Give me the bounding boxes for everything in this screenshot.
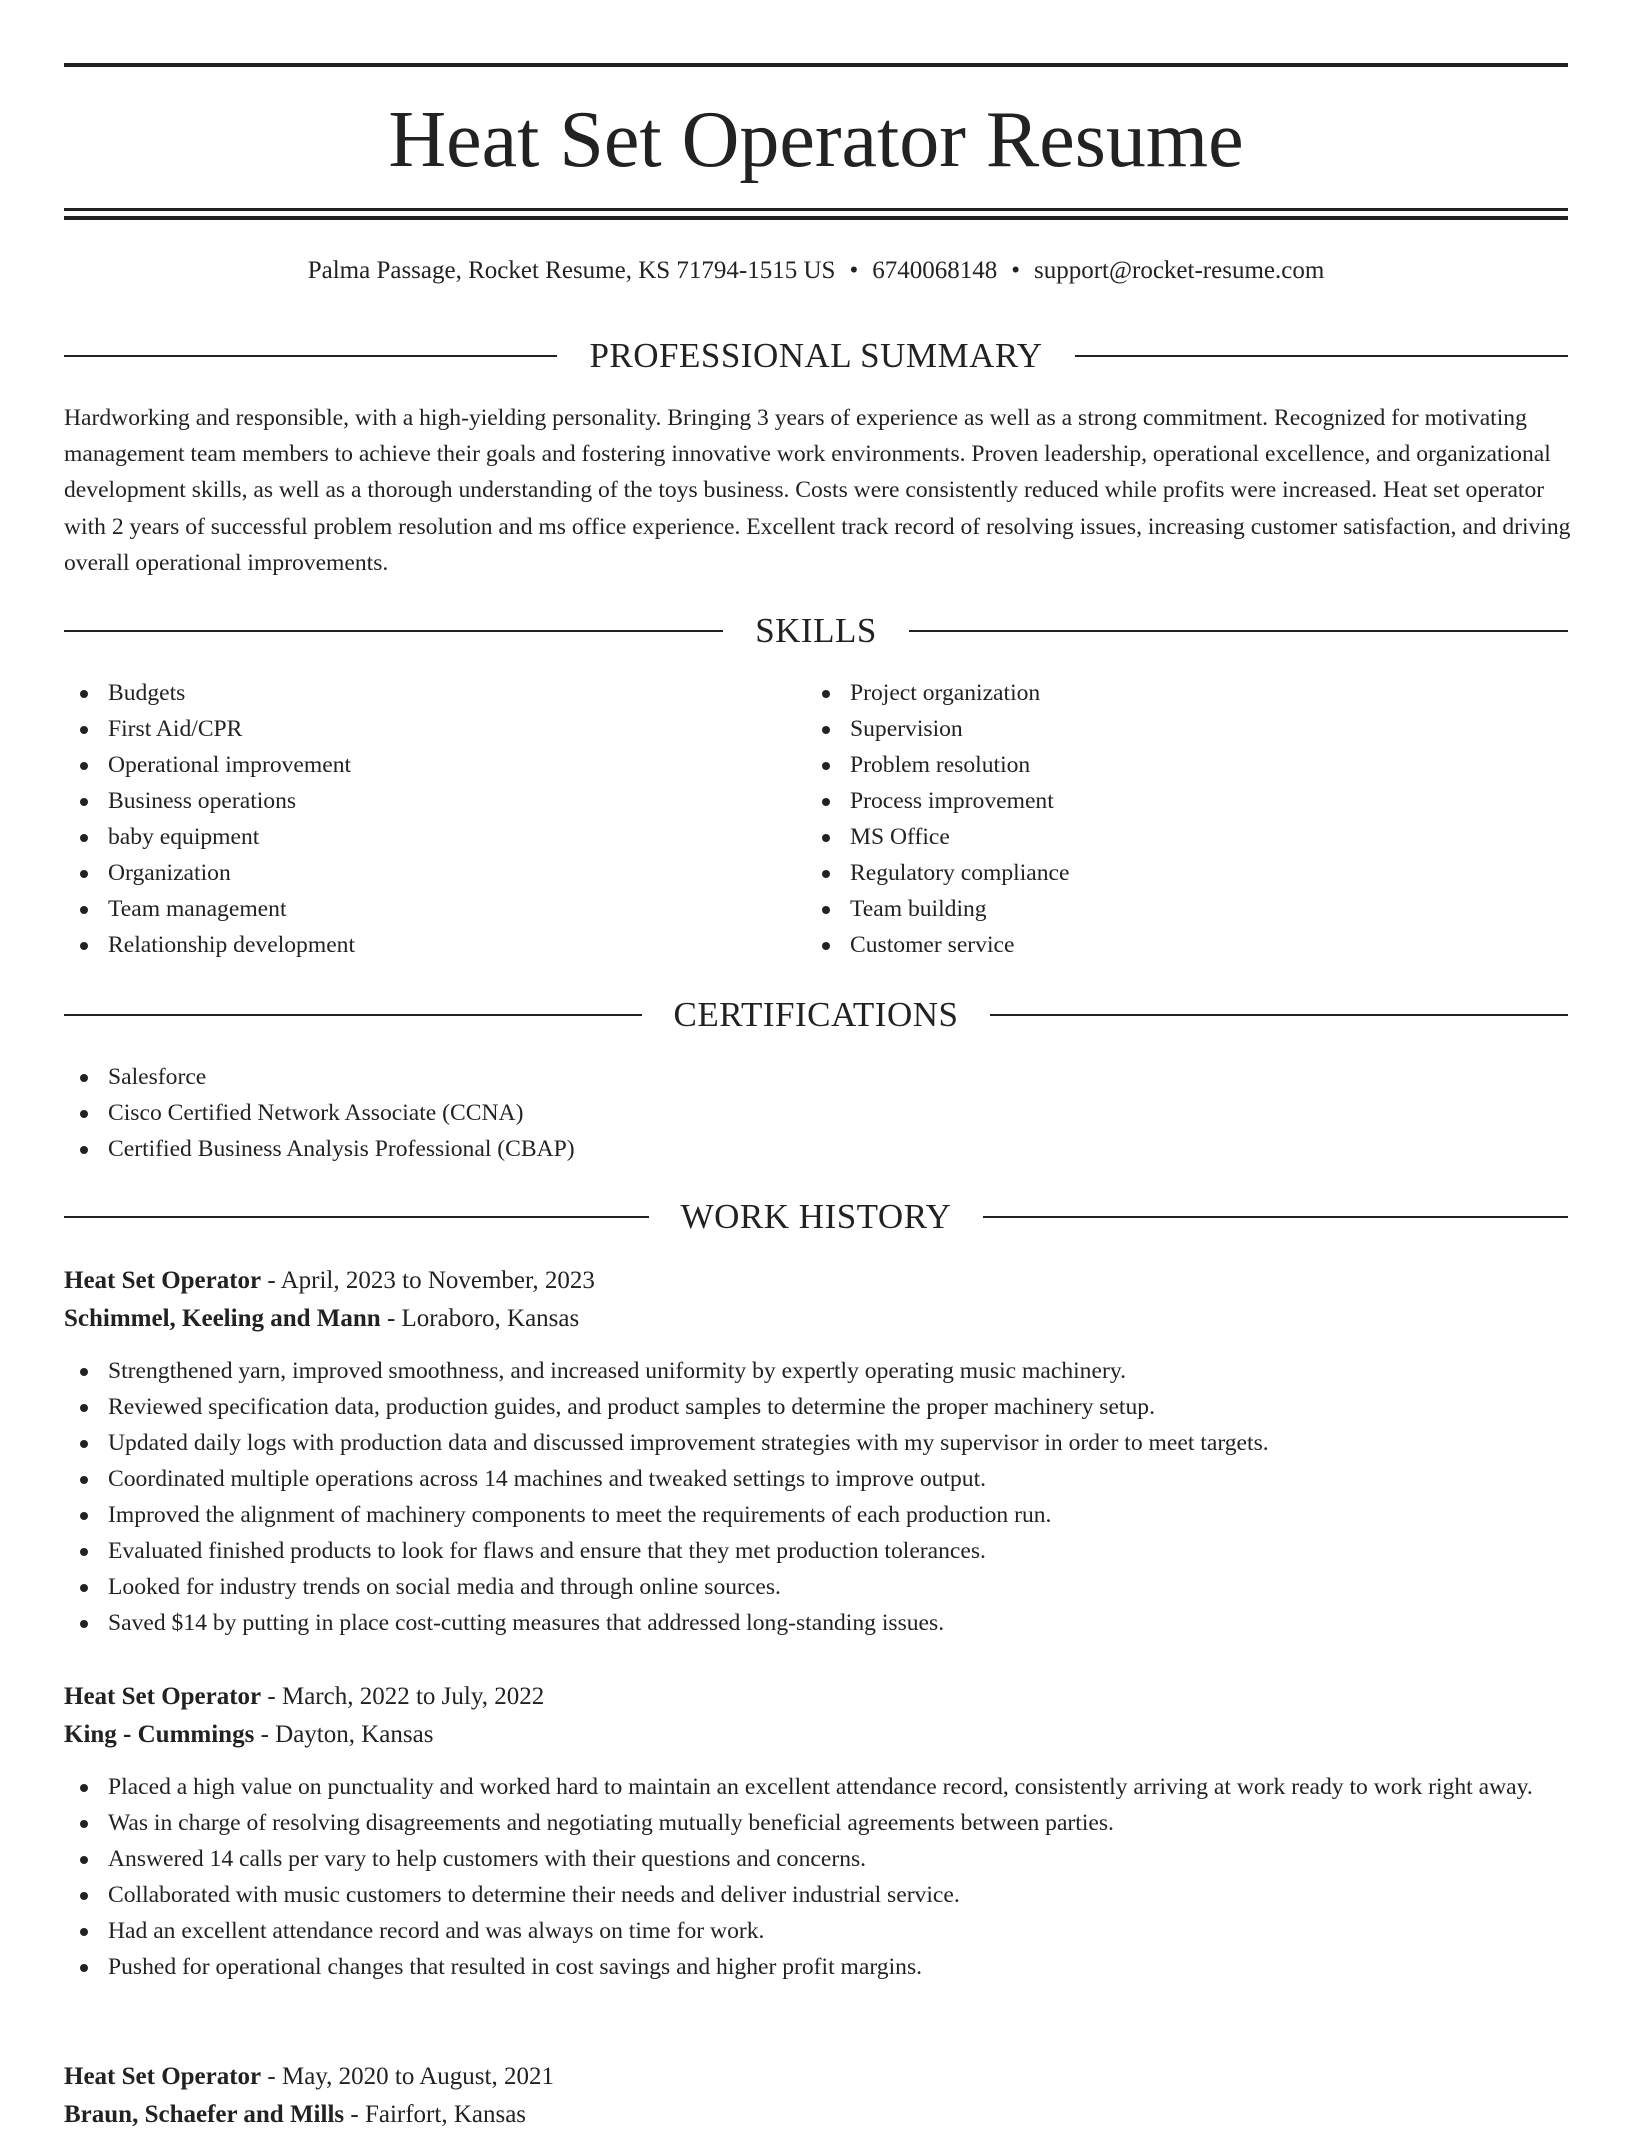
job-company: King - Cummings <box>64 1721 255 1748</box>
job-duty-item: Pushed for operational changes that resulted in cost savings and higher profit margins. <box>64 1949 1568 1985</box>
contact-email: support@rocket-resume.com <box>1033 257 1325 284</box>
section-title-skills: SKILLS <box>755 611 877 650</box>
job-company-line <box>64 1300 1568 1338</box>
skill-item: Project organization <box>806 675 1506 711</box>
job-duty-item: Had an excellent attendance record and was always on time for work. <box>64 1913 1568 1949</box>
skills-list-right <box>806 675 1506 963</box>
skill-item: Supervision <box>806 711 1506 747</box>
section-title-certifications: CERTIFICATIONS <box>673 995 959 1034</box>
job-dates: - March, 2022 to July, 2022 <box>261 1683 545 1710</box>
job-dates: - May, 2020 to August, 2021 <box>261 2063 554 2090</box>
job-duty-item: Evaluated finished products to look for flaws and ensure that they met production tolerances. <box>64 1533 1568 1569</box>
skill-item: Business operations <box>64 783 764 819</box>
divider-line <box>64 1216 649 1218</box>
job-title: Heat Set Operator <box>64 2063 262 2090</box>
job-duty-item: Strengthened yarn, improved smoothness, and increased uniformity by expertly operating music machinery. <box>64 1353 1568 1389</box>
job-duties-list <box>64 1353 1568 1641</box>
skill-item: Problem resolution <box>806 747 1506 783</box>
job-duty-item: Looked for industry trends on social media and through online sources. <box>64 1569 1568 1605</box>
job-duty-item: Improved the alignment of machinery components to meet the requirements of each production run. <box>64 1497 1568 1533</box>
job-duty-item: Updated daily logs with production data and discussed improvement strategies with my supervisor in order to meet targets. <box>64 1425 1568 1461</box>
skill-item: First Aid/CPR <box>64 711 764 747</box>
job-company: Braun, Schaefer and Mills <box>64 2101 345 2128</box>
skill-item: Process improvement <box>806 783 1506 819</box>
job-duty-item: Answered 14 calls per vary to help customers with their questions and concerns. <box>64 1841 1568 1877</box>
contact-phone: 6740068148 <box>872 257 998 284</box>
job-title-line <box>64 2058 1568 2096</box>
resume-title: Heat Set Operator Resume <box>388 96 1244 184</box>
job-duty-item: Saved $14 by putting in place cost-cutting measures that addressed long-standing issues. <box>64 1605 1568 1641</box>
job-title: Heat Set Operator <box>64 1683 262 1710</box>
skill-item: Organization <box>64 855 764 891</box>
job-duty-item: Placed a high value on punctuality and worked hard to maintain an excellent attendance record, consistently arriving at work ready to work right away. <box>64 1769 1568 1805</box>
job-entry <box>64 1262 1568 1641</box>
certifications-list <box>64 1059 1568 1167</box>
contact-line <box>64 254 1568 288</box>
section-title-work-history: WORK HISTORY <box>680 1197 952 1236</box>
job-entry <box>64 2058 1568 2134</box>
skill-item: Customer service <box>806 927 1506 963</box>
job-duty-item: Was in charge of resolving disagreements and negotiating mutually beneficial agreements between parties. <box>64 1805 1568 1841</box>
divider-line <box>909 630 1568 632</box>
top-rule <box>64 63 1568 67</box>
contact-separator: • <box>1011 257 1020 284</box>
job-location: - Loraboro, Kansas <box>380 1305 580 1332</box>
skill-item: Budgets <box>64 675 764 711</box>
contact-separator: • <box>849 257 859 284</box>
job-location: - Fairfort, Kansas <box>344 2101 527 2128</box>
summary-text: Hardworking and responsible, with a high-yielding personality. Bringing 3 years of experience as well as a strong commitment. Recognized for motivating management team members to achieve their goals and fostering innovative work environments. Proven leadership, operational excellence, and organizational development skills, as well as a thorough understanding of the toys business. Costs were consistently reduced while profits were increased. Heat set operator with 2 years of successful problem resolution and ms office experience. Excellent track record of resolving issues, increasing customer satisfaction, and driving overall operational improvements. <box>64 405 1571 576</box>
skill-item: Team building <box>806 891 1506 927</box>
job-company: Schimmel, Keeling and Mann <box>64 1305 381 1332</box>
skill-item: Team management <box>64 891 764 927</box>
certification-item: Salesforce <box>64 1059 1568 1095</box>
divider-line <box>64 355 557 357</box>
job-entry <box>64 1678 1568 1985</box>
divider-line <box>990 1014 1568 1016</box>
section-heading-work-history <box>64 1195 1568 1239</box>
skill-item: Relationship development <box>64 927 764 963</box>
skill-item: MS Office <box>806 819 1506 855</box>
certification-item: Certified Business Analysis Professional (CBAP) <box>64 1131 1568 1167</box>
skill-item: Operational improvement <box>64 747 764 783</box>
contact-address: Palma Passage, Rocket Resume, KS 71794-1515 US <box>307 257 836 284</box>
divider-line <box>64 630 723 632</box>
section-title-summary: PROFESSIONAL SUMMARY <box>589 336 1043 375</box>
skill-item: Regulatory compliance <box>806 855 1506 891</box>
section-heading-skills <box>64 609 1568 653</box>
job-location: - Dayton, Kansas <box>254 1721 434 1748</box>
skills-list-left <box>64 675 764 963</box>
job-duty-item: Reviewed specification data, production guides, and product samples to determine the proper machinery setup. <box>64 1389 1568 1425</box>
job-company-line <box>64 1716 1568 1754</box>
divider-line <box>1075 355 1568 357</box>
job-company-line <box>64 2096 1568 2134</box>
title-double-rule <box>64 208 1568 220</box>
job-title-line <box>64 1262 1568 1300</box>
job-duties-list <box>64 1769 1568 1985</box>
certification-item: Cisco Certified Network Associate (CCNA) <box>64 1095 1568 1131</box>
divider-line <box>64 1014 642 1016</box>
job-duty-item: Coordinated multiple operations across 14 machines and tweaked settings to improve output. <box>64 1461 1568 1497</box>
job-duty-item: Collaborated with music customers to determine their needs and deliver industrial service. <box>64 1877 1568 1913</box>
section-heading-certifications <box>64 993 1568 1037</box>
divider-line <box>983 1216 1568 1218</box>
section-heading-summary <box>64 334 1568 378</box>
skill-item: baby equipment <box>64 819 764 855</box>
job-title-line <box>64 1678 1568 1716</box>
job-dates: - April, 2023 to November, 2023 <box>261 1267 595 1294</box>
job-title: Heat Set Operator <box>64 1267 262 1294</box>
